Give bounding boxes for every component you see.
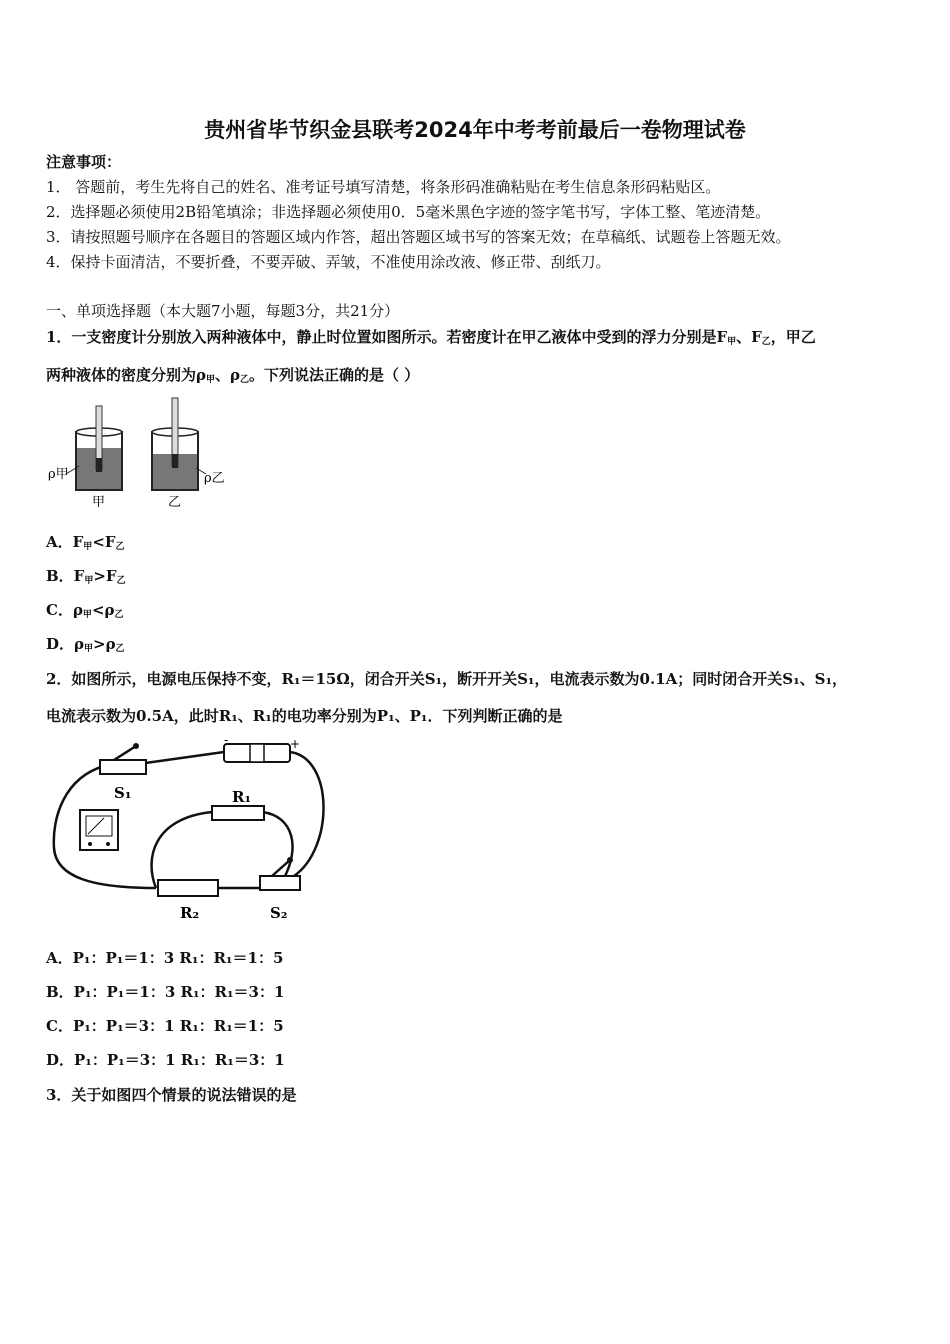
q3-stem: 3．关于如图四个情景的说法错误的是 [46,1086,297,1104]
fig-label-rho-jia: ρ甲 [48,467,69,482]
q2-option-c: C．P₁：P₁＝3：1 R₁：R₁＝1：5 [46,1017,284,1035]
note-item: 4．保持卡面清洁，不要折叠，不要弄破、弄皱，不准使用涂改液、修正带、刮纸刀。 [46,253,611,271]
q1-option-b: B．$F_甲>F_乙$ [46,567,126,586]
q1-option-d: D．$\rho_甲>\rho_乙$ [46,635,125,654]
note-item: 3．请按照题号顺序在各题目的答题区域内作答，超出答题区域书写的答案无效；在草稿纸、试题卷上答题无效。 [46,228,791,246]
q2-option-a: A．P₁：P₁＝1：3 R₁：R₁＝1：5 [46,949,284,967]
resistor-r2-label: R₂ [180,904,200,922]
fig-caption-jia: 甲 [92,495,106,510]
page-title: 贵州省毕节织金县联考2024年中考考前最后一卷物理试卷 [204,118,746,142]
q2-option-b: B．P₁：P₁＝1：3 R₁：R₁＝3：1 [46,983,285,1001]
q1-option-a: A．$F_甲<F_乙$ [46,533,125,552]
q1-stem-line1: 1．一支密度计分别放入两种液体中，静止时位置如图所示。若密度计在甲乙液体中受到的浮力分别是$F_甲$、$F_乙$，甲乙 [46,328,816,347]
q1-stem-line2: 两种液体的密度分别为$\rho_甲$、$\rho_乙$。下列说法正确的是（ ） [46,366,420,385]
fig-caption-yi: 乙 [168,495,182,510]
note-item: 2．选择题必须使用2B铅笔填涂；非选择题必须使用0．5毫米黑色字迹的签字笔书写，字体工整、笔迹清楚。 [46,203,771,221]
q1-option-c: C．$\rho_甲<\rho_乙$ [46,601,124,620]
switch-s2-label: S₂ [270,904,288,922]
switch-s1-label: S₁ [114,784,132,802]
q2-stem-line1: 2．如图所示，电源电压保持不变，R₁＝15Ω，闭合开关S₁，断开开关S₁，电流表示数为0.1A；同时闭合开关S₁、S₁， [46,670,848,688]
circuit-figure [44,738,334,924]
resistor-r1-label: R₁ [232,788,252,806]
battery-plus-label: + [290,738,301,751]
note-item: 1． 答题前，考生先将自己的姓名、准考证号填写清楚，将条形码准确粘贴在考生信息条形码粘贴区。 [46,178,721,196]
section-heading: 一、单项选择题（本大题7小题，每题3分，共21分） [46,302,400,320]
battery-minus-label: - [224,738,229,747]
fig-label-rho-yi: ρ乙 [204,471,225,486]
hydrometer-figure [46,396,236,512]
notes-heading: 注意事项： [46,153,122,171]
q2-option-d: D．P₁：P₁＝3：1 R₁：R₁＝3：1 [46,1051,285,1069]
q2-stem-line2: 电流表示数为0.5A，此时R₁、R₁的电功率分别为P₁、P₁．下列判断正确的是 [46,707,563,725]
